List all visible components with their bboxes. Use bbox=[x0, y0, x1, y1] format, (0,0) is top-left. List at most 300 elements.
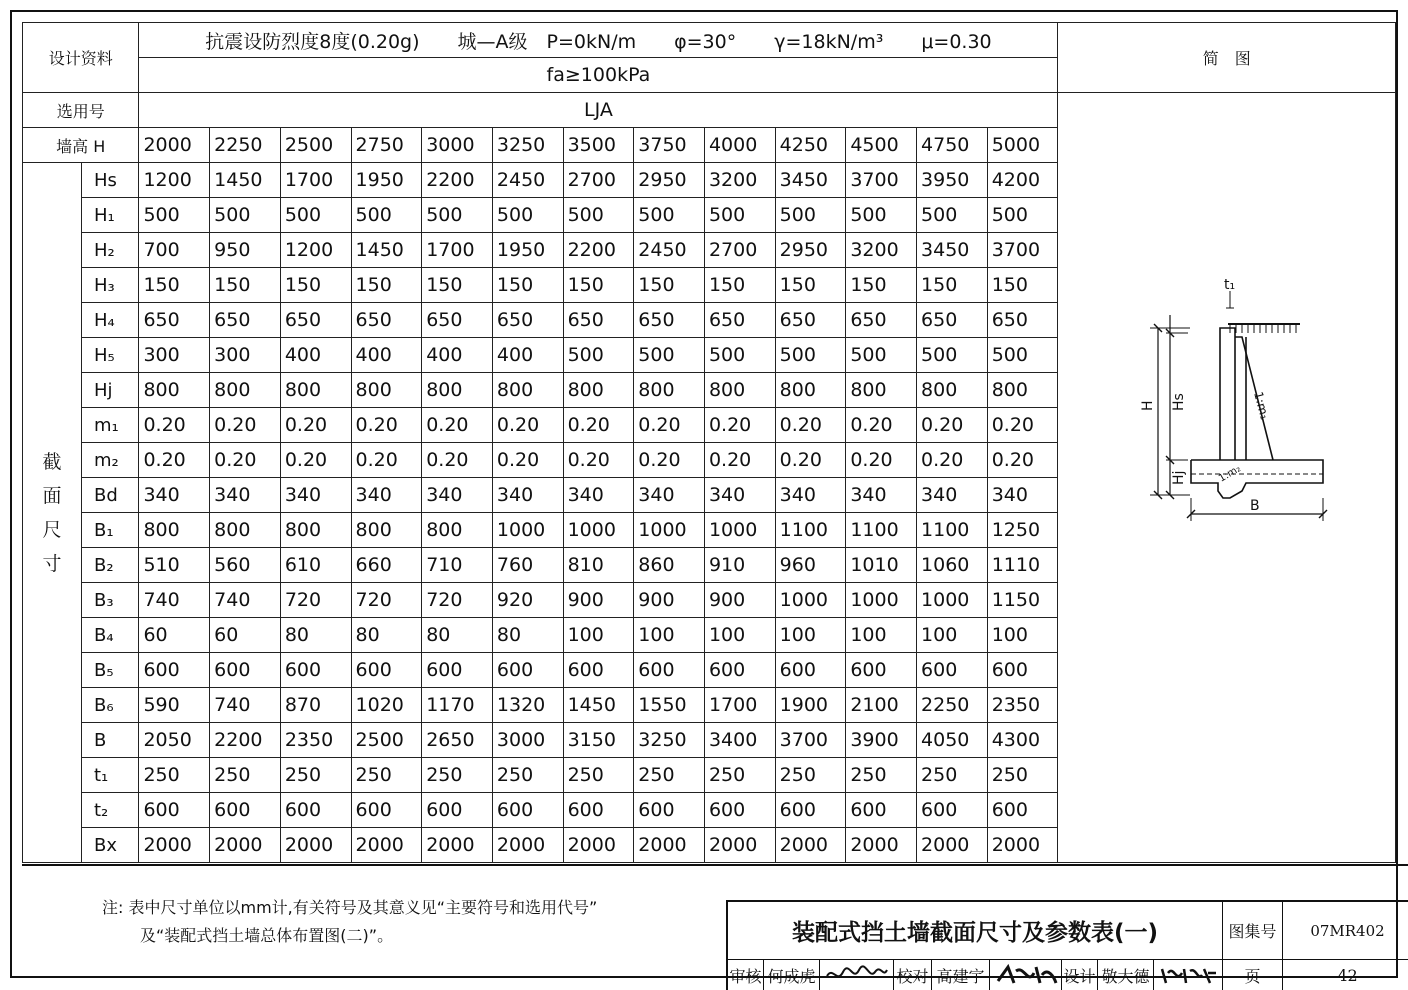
table-cell: 0.20 bbox=[775, 408, 846, 443]
table-cell: 800 bbox=[351, 373, 422, 408]
table-cell: 250 bbox=[139, 758, 210, 793]
table-cell: 0.20 bbox=[139, 408, 210, 443]
table-cell: 150 bbox=[634, 268, 705, 303]
table-cell: 860 bbox=[634, 548, 705, 583]
design-data-line1: 抗震设防烈度8度(0.20g) 城—A级 P=0kN/m φ=30° γ=18kN/m³ μ=0.30 bbox=[139, 23, 1058, 58]
table-cell: 1100 bbox=[846, 513, 917, 548]
table-cell: 3400 bbox=[704, 723, 775, 758]
table-cell: 800 bbox=[917, 373, 988, 408]
table-cell: 2000 bbox=[634, 828, 705, 863]
table-cell: 800 bbox=[704, 373, 775, 408]
table-cell: 1700 bbox=[280, 163, 351, 198]
table-cell: 340 bbox=[846, 478, 917, 513]
table-cell: 150 bbox=[139, 268, 210, 303]
table-cell: 400 bbox=[422, 338, 493, 373]
table-cell: 600 bbox=[704, 653, 775, 688]
table-cell: 2050 bbox=[139, 723, 210, 758]
row-symbol: H₄ bbox=[81, 303, 138, 338]
wall-height-label: 墙高 H bbox=[23, 128, 139, 163]
table-cell: 800 bbox=[139, 513, 210, 548]
table-cell: 900 bbox=[634, 583, 705, 618]
table-cell: 650 bbox=[775, 303, 846, 338]
table-cell: 500 bbox=[280, 198, 351, 233]
row-symbol: m₂ bbox=[81, 443, 138, 478]
table-cell: 800 bbox=[422, 513, 493, 548]
table-cell: 1000 bbox=[563, 513, 634, 548]
table-cell: 500 bbox=[987, 338, 1058, 373]
table-cell: 800 bbox=[492, 373, 563, 408]
wall-height-value: 3250 bbox=[492, 128, 563, 163]
table-cell: 0.20 bbox=[704, 408, 775, 443]
table-cell: 1950 bbox=[351, 163, 422, 198]
table-cell: 2000 bbox=[492, 828, 563, 863]
table-cell: 0.20 bbox=[351, 443, 422, 478]
table-cell: 600 bbox=[563, 793, 634, 828]
table-cell: 720 bbox=[351, 583, 422, 618]
row-symbol: Hj bbox=[81, 373, 138, 408]
section-label-char: 寸 bbox=[42, 552, 62, 575]
table-cell: 500 bbox=[351, 198, 422, 233]
table-cell: 600 bbox=[987, 793, 1058, 828]
wall-height-value: 3500 bbox=[563, 128, 634, 163]
table-cell: 500 bbox=[492, 198, 563, 233]
table-cell: 1000 bbox=[704, 513, 775, 548]
table-cell: 0.20 bbox=[422, 443, 493, 478]
table-cell: 500 bbox=[775, 198, 846, 233]
table-cell: 0.20 bbox=[846, 408, 917, 443]
atlas-label: 图集号 bbox=[1223, 902, 1283, 960]
table-cell: 600 bbox=[351, 793, 422, 828]
table-cell: 0.20 bbox=[139, 443, 210, 478]
table-cell: 800 bbox=[210, 373, 281, 408]
row-symbol: B₃ bbox=[81, 583, 138, 618]
table-cell: 650 bbox=[280, 303, 351, 338]
table-cell: 2000 bbox=[987, 828, 1058, 863]
table-cell: 250 bbox=[563, 758, 634, 793]
review-name: 何成虎 bbox=[764, 960, 820, 990]
select-value: LJA bbox=[139, 93, 1058, 128]
table-cell: 910 bbox=[704, 548, 775, 583]
table-cell: 1170 bbox=[422, 688, 493, 723]
table-cell: 1950 bbox=[492, 233, 563, 268]
table-cell: 2350 bbox=[280, 723, 351, 758]
table-cell: 2650 bbox=[422, 723, 493, 758]
table-cell: 2000 bbox=[917, 828, 988, 863]
table-cell: 600 bbox=[704, 793, 775, 828]
wall-height-value: 2000 bbox=[139, 128, 210, 163]
row-symbol: B₅ bbox=[81, 653, 138, 688]
table-cell: 500 bbox=[704, 198, 775, 233]
table-cell: 1000 bbox=[492, 513, 563, 548]
table-cell: 340 bbox=[775, 478, 846, 513]
table-cell: 600 bbox=[846, 653, 917, 688]
row-symbol: Hs bbox=[81, 163, 138, 198]
note bbox=[102, 894, 597, 950]
table-cell: 500 bbox=[987, 198, 1058, 233]
table-cell: 0.20 bbox=[563, 443, 634, 478]
select-label: 选用号 bbox=[23, 93, 139, 128]
wall-height-value: 4000 bbox=[704, 128, 775, 163]
table-cell: 340 bbox=[634, 478, 705, 513]
table-cell: 100 bbox=[775, 618, 846, 653]
table-cell: 250 bbox=[634, 758, 705, 793]
page-number: 42 bbox=[1337, 965, 1358, 985]
table-cell: 3000 bbox=[492, 723, 563, 758]
row-symbol: m₁ bbox=[81, 408, 138, 443]
row-symbol: H₅ bbox=[81, 338, 138, 373]
table-cell: 500 bbox=[775, 338, 846, 373]
table-cell: 600 bbox=[280, 653, 351, 688]
retaining-wall-diagram bbox=[1058, 93, 1395, 863]
table-cell: 4300 bbox=[987, 723, 1058, 758]
table-cell: 400 bbox=[351, 338, 422, 373]
table-cell: 920 bbox=[492, 583, 563, 618]
table-cell: 3200 bbox=[704, 163, 775, 198]
table-cell: 400 bbox=[280, 338, 351, 373]
table-cell: 600 bbox=[492, 653, 563, 688]
table-cell: 600 bbox=[563, 653, 634, 688]
table-cell: 3450 bbox=[917, 233, 988, 268]
section-label-char: 尺 bbox=[42, 518, 62, 541]
m2-slope-label: 1:m₂ bbox=[1217, 463, 1244, 485]
table-cell: 1060 bbox=[917, 548, 988, 583]
table-cell: 760 bbox=[492, 548, 563, 583]
table-cell: 1700 bbox=[704, 688, 775, 723]
table-cell: 1000 bbox=[634, 513, 705, 548]
table-cell: 100 bbox=[634, 618, 705, 653]
design-data-label: 设计资料 bbox=[23, 23, 139, 93]
table-cell: 150 bbox=[563, 268, 634, 303]
section-label-char: 截 bbox=[42, 450, 62, 473]
table-cell: 2700 bbox=[563, 163, 634, 198]
table-cell: 900 bbox=[704, 583, 775, 618]
table-cell: 100 bbox=[704, 618, 775, 653]
table-cell: 1000 bbox=[846, 583, 917, 618]
h-label: H bbox=[1140, 400, 1157, 411]
m1-slope-label: 1:m₁ bbox=[1251, 390, 1273, 422]
table-cell: 600 bbox=[492, 793, 563, 828]
table-cell: 2700 bbox=[704, 233, 775, 268]
table-cell: 340 bbox=[563, 478, 634, 513]
wall-height-value: 2750 bbox=[351, 128, 422, 163]
table-cell: 500 bbox=[917, 198, 988, 233]
table-cell: 0.20 bbox=[280, 408, 351, 443]
table-cell: 2000 bbox=[704, 828, 775, 863]
table-cell: 870 bbox=[280, 688, 351, 723]
row-symbol: H₂ bbox=[81, 233, 138, 268]
table-cell: 1200 bbox=[280, 233, 351, 268]
check-label: 校对 bbox=[894, 960, 932, 990]
table-cell: 100 bbox=[917, 618, 988, 653]
table-cell: 800 bbox=[210, 513, 281, 548]
page-label: 页 bbox=[1223, 960, 1283, 990]
table-cell: 340 bbox=[422, 478, 493, 513]
diagram-cell bbox=[1058, 93, 1396, 863]
table-cell: 2000 bbox=[422, 828, 493, 863]
parameter-table bbox=[22, 22, 1396, 863]
table-cell: 1000 bbox=[917, 583, 988, 618]
table-cell: 600 bbox=[139, 793, 210, 828]
drawing-title: 装配式挡土墙截面尺寸及参数表(一) bbox=[728, 902, 1223, 960]
table-cell: 650 bbox=[351, 303, 422, 338]
hs-label: Hs bbox=[1171, 393, 1188, 411]
table-cell: 250 bbox=[846, 758, 917, 793]
table-cell: 650 bbox=[917, 303, 988, 338]
table-cell: 2000 bbox=[210, 828, 281, 863]
table-cell: 2000 bbox=[351, 828, 422, 863]
table-cell: 950 bbox=[210, 233, 281, 268]
table-cell: 800 bbox=[280, 373, 351, 408]
table-cell: 800 bbox=[422, 373, 493, 408]
table-cell: 600 bbox=[846, 793, 917, 828]
table-cell: 500 bbox=[563, 198, 634, 233]
table-cell: 250 bbox=[210, 758, 281, 793]
table-cell: 500 bbox=[846, 338, 917, 373]
row-symbol: B₁ bbox=[81, 513, 138, 548]
table-cell: 150 bbox=[987, 268, 1058, 303]
table-cell: 720 bbox=[422, 583, 493, 618]
table-cell: 1110 bbox=[987, 548, 1058, 583]
table-cell: 1900 bbox=[775, 688, 846, 723]
table-cell: 0.20 bbox=[846, 443, 917, 478]
table-cell: 250 bbox=[704, 758, 775, 793]
table-cell: 340 bbox=[917, 478, 988, 513]
table-cell: 3150 bbox=[563, 723, 634, 758]
table-cell: 0.20 bbox=[210, 443, 281, 478]
design-label: 设计 bbox=[1062, 960, 1098, 990]
table-cell: 0.20 bbox=[634, 408, 705, 443]
table-cell: 800 bbox=[846, 373, 917, 408]
table-cell: 650 bbox=[846, 303, 917, 338]
table-cell: 1450 bbox=[210, 163, 281, 198]
table-cell: 650 bbox=[139, 303, 210, 338]
table-cell: 80 bbox=[422, 618, 493, 653]
table-cell: 300 bbox=[139, 338, 210, 373]
wall-height-value: 4750 bbox=[917, 128, 988, 163]
table-cell: 600 bbox=[139, 653, 210, 688]
table-cell: 600 bbox=[422, 793, 493, 828]
table-cell: 600 bbox=[351, 653, 422, 688]
table-cell: 1450 bbox=[351, 233, 422, 268]
table-cell: 150 bbox=[846, 268, 917, 303]
table-cell: 650 bbox=[210, 303, 281, 338]
table-cell: 150 bbox=[775, 268, 846, 303]
table-cell: 500 bbox=[704, 338, 775, 373]
table-cell: 250 bbox=[987, 758, 1058, 793]
table-cell: 800 bbox=[775, 373, 846, 408]
table-cell: 500 bbox=[210, 198, 281, 233]
section-dimensions-label bbox=[23, 163, 82, 863]
table-cell: 900 bbox=[563, 583, 634, 618]
table-cell: 150 bbox=[351, 268, 422, 303]
table-cell: 340 bbox=[987, 478, 1058, 513]
note-line-1: 注: 表中尺寸单位以mm计,有关符号及其意义见“主要符号和选用代号” bbox=[102, 898, 598, 917]
note-line-2: 及“装配式挡土墙总体布置图(二)”。 bbox=[140, 926, 394, 945]
table-cell: 2250 bbox=[917, 688, 988, 723]
table-cell: 500 bbox=[139, 198, 210, 233]
table-cell: 0.20 bbox=[351, 408, 422, 443]
table-cell: 340 bbox=[139, 478, 210, 513]
table-cell: 810 bbox=[563, 548, 634, 583]
table-cell: 600 bbox=[634, 793, 705, 828]
table-cell: 1250 bbox=[987, 513, 1058, 548]
table-cell: 1320 bbox=[492, 688, 563, 723]
table-cell: 2950 bbox=[775, 233, 846, 268]
table-cell: 340 bbox=[280, 478, 351, 513]
table-cell: 0.20 bbox=[917, 443, 988, 478]
table-cell: 2000 bbox=[775, 828, 846, 863]
table-cell: 150 bbox=[917, 268, 988, 303]
diagram-label: 简 图 bbox=[1058, 23, 1396, 93]
table-cell: 650 bbox=[422, 303, 493, 338]
table-cell: 2350 bbox=[987, 688, 1058, 723]
table-cell: 80 bbox=[351, 618, 422, 653]
table-cell: 650 bbox=[704, 303, 775, 338]
review-label: 审核 bbox=[728, 960, 764, 990]
title-block bbox=[726, 900, 1408, 990]
table-cell: 600 bbox=[917, 653, 988, 688]
table-cell: 80 bbox=[492, 618, 563, 653]
table-cell: 800 bbox=[563, 373, 634, 408]
wall-height-value: 2250 bbox=[210, 128, 281, 163]
table-cell: 3700 bbox=[987, 233, 1058, 268]
table-cell: 800 bbox=[351, 513, 422, 548]
table-cell: 2000 bbox=[280, 828, 351, 863]
table-cell: 0.20 bbox=[563, 408, 634, 443]
row-symbol: B bbox=[81, 723, 138, 758]
table-cell: 250 bbox=[917, 758, 988, 793]
table-cell: 60 bbox=[210, 618, 281, 653]
table-cell: 80 bbox=[280, 618, 351, 653]
table-cell: 1010 bbox=[846, 548, 917, 583]
table-cell: 100 bbox=[846, 618, 917, 653]
table-cell: 4200 bbox=[987, 163, 1058, 198]
row-symbol: H₁ bbox=[81, 198, 138, 233]
table-cell: 2100 bbox=[846, 688, 917, 723]
table-cell: 500 bbox=[563, 338, 634, 373]
section-label-char: 面 bbox=[42, 484, 62, 507]
table-cell: 340 bbox=[351, 478, 422, 513]
wall-height-value: 3000 bbox=[422, 128, 493, 163]
table-cell: 0.20 bbox=[775, 443, 846, 478]
table-cell: 300 bbox=[210, 338, 281, 373]
table-cell: 0.20 bbox=[422, 408, 493, 443]
table-cell: 150 bbox=[210, 268, 281, 303]
check-name: 高建宇 bbox=[932, 960, 990, 990]
table-cell: 740 bbox=[210, 583, 281, 618]
t1-label: t₁ bbox=[1224, 277, 1236, 293]
table-cell: 340 bbox=[492, 478, 563, 513]
table-cell: 340 bbox=[210, 478, 281, 513]
table-cell: 650 bbox=[492, 303, 563, 338]
table-cell: 740 bbox=[139, 583, 210, 618]
table-cell: 510 bbox=[139, 548, 210, 583]
wall-height-value: 2500 bbox=[280, 128, 351, 163]
row-symbol: B₂ bbox=[81, 548, 138, 583]
table-cell: 600 bbox=[280, 793, 351, 828]
table-cell: 250 bbox=[775, 758, 846, 793]
table-cell: 0.20 bbox=[280, 443, 351, 478]
table-cell: 100 bbox=[987, 618, 1058, 653]
table-cell: 600 bbox=[775, 653, 846, 688]
table-cell: 610 bbox=[280, 548, 351, 583]
table-cell: 3700 bbox=[775, 723, 846, 758]
table-cell: 2000 bbox=[846, 828, 917, 863]
table-cell: 710 bbox=[422, 548, 493, 583]
row-symbol: Bd bbox=[81, 478, 138, 513]
design-name: 敬大德 bbox=[1098, 960, 1154, 990]
table-cell: 0.20 bbox=[210, 408, 281, 443]
table-cell: 2200 bbox=[210, 723, 281, 758]
table-cell: 3950 bbox=[917, 163, 988, 198]
table-cell: 250 bbox=[351, 758, 422, 793]
table-cell: 700 bbox=[139, 233, 210, 268]
table-cell: 800 bbox=[634, 373, 705, 408]
table-cell: 4050 bbox=[917, 723, 988, 758]
table-cell: 1100 bbox=[775, 513, 846, 548]
table-cell: 500 bbox=[634, 198, 705, 233]
footer bbox=[22, 864, 1408, 990]
table-cell: 0.20 bbox=[704, 443, 775, 478]
drawing-sheet bbox=[10, 10, 1398, 986]
table-cell: 0.20 bbox=[987, 408, 1058, 443]
wall-height-value: 5000 bbox=[987, 128, 1058, 163]
row-symbol: t₁ bbox=[81, 758, 138, 793]
wall-height-value: 4500 bbox=[846, 128, 917, 163]
wall-height-value: 3750 bbox=[634, 128, 705, 163]
table-cell: 1100 bbox=[917, 513, 988, 548]
table-cell: 650 bbox=[987, 303, 1058, 338]
table-cell: 500 bbox=[422, 198, 493, 233]
table-cell: 960 bbox=[775, 548, 846, 583]
table-cell: 560 bbox=[210, 548, 281, 583]
table-cell: 1150 bbox=[987, 583, 1058, 618]
table-cell: 0.20 bbox=[987, 443, 1058, 478]
table-cell: 0.20 bbox=[492, 443, 563, 478]
table-cell: 150 bbox=[492, 268, 563, 303]
table-cell: 3200 bbox=[846, 233, 917, 268]
table-cell: 250 bbox=[280, 758, 351, 793]
table-cell: 2500 bbox=[351, 723, 422, 758]
table-cell: 1200 bbox=[139, 163, 210, 198]
table-cell: 600 bbox=[210, 653, 281, 688]
table-cell: 2200 bbox=[422, 163, 493, 198]
table-cell: 2450 bbox=[634, 233, 705, 268]
table-cell: 590 bbox=[139, 688, 210, 723]
table-cell: 720 bbox=[280, 583, 351, 618]
table-cell: 500 bbox=[846, 198, 917, 233]
table-cell: 2450 bbox=[492, 163, 563, 198]
table-cell: 2000 bbox=[563, 828, 634, 863]
row-symbol: t₂ bbox=[81, 793, 138, 828]
table-cell: 1000 bbox=[775, 583, 846, 618]
table-cell: 150 bbox=[704, 268, 775, 303]
table-cell: 60 bbox=[139, 618, 210, 653]
row-symbol: H₃ bbox=[81, 268, 138, 303]
wall-height-value: 4250 bbox=[775, 128, 846, 163]
table-cell: 600 bbox=[987, 653, 1058, 688]
table-cell: 1550 bbox=[634, 688, 705, 723]
table-cell: 2200 bbox=[563, 233, 634, 268]
table-cell: 3700 bbox=[846, 163, 917, 198]
table-cell: 3250 bbox=[634, 723, 705, 758]
table-cell: 800 bbox=[139, 373, 210, 408]
atlas-number: 07MR402 bbox=[1283, 902, 1408, 960]
table-cell: 0.20 bbox=[492, 408, 563, 443]
table-cell: 0.20 bbox=[634, 443, 705, 478]
row-symbol: Bx bbox=[81, 828, 138, 863]
table-cell: 2000 bbox=[139, 828, 210, 863]
